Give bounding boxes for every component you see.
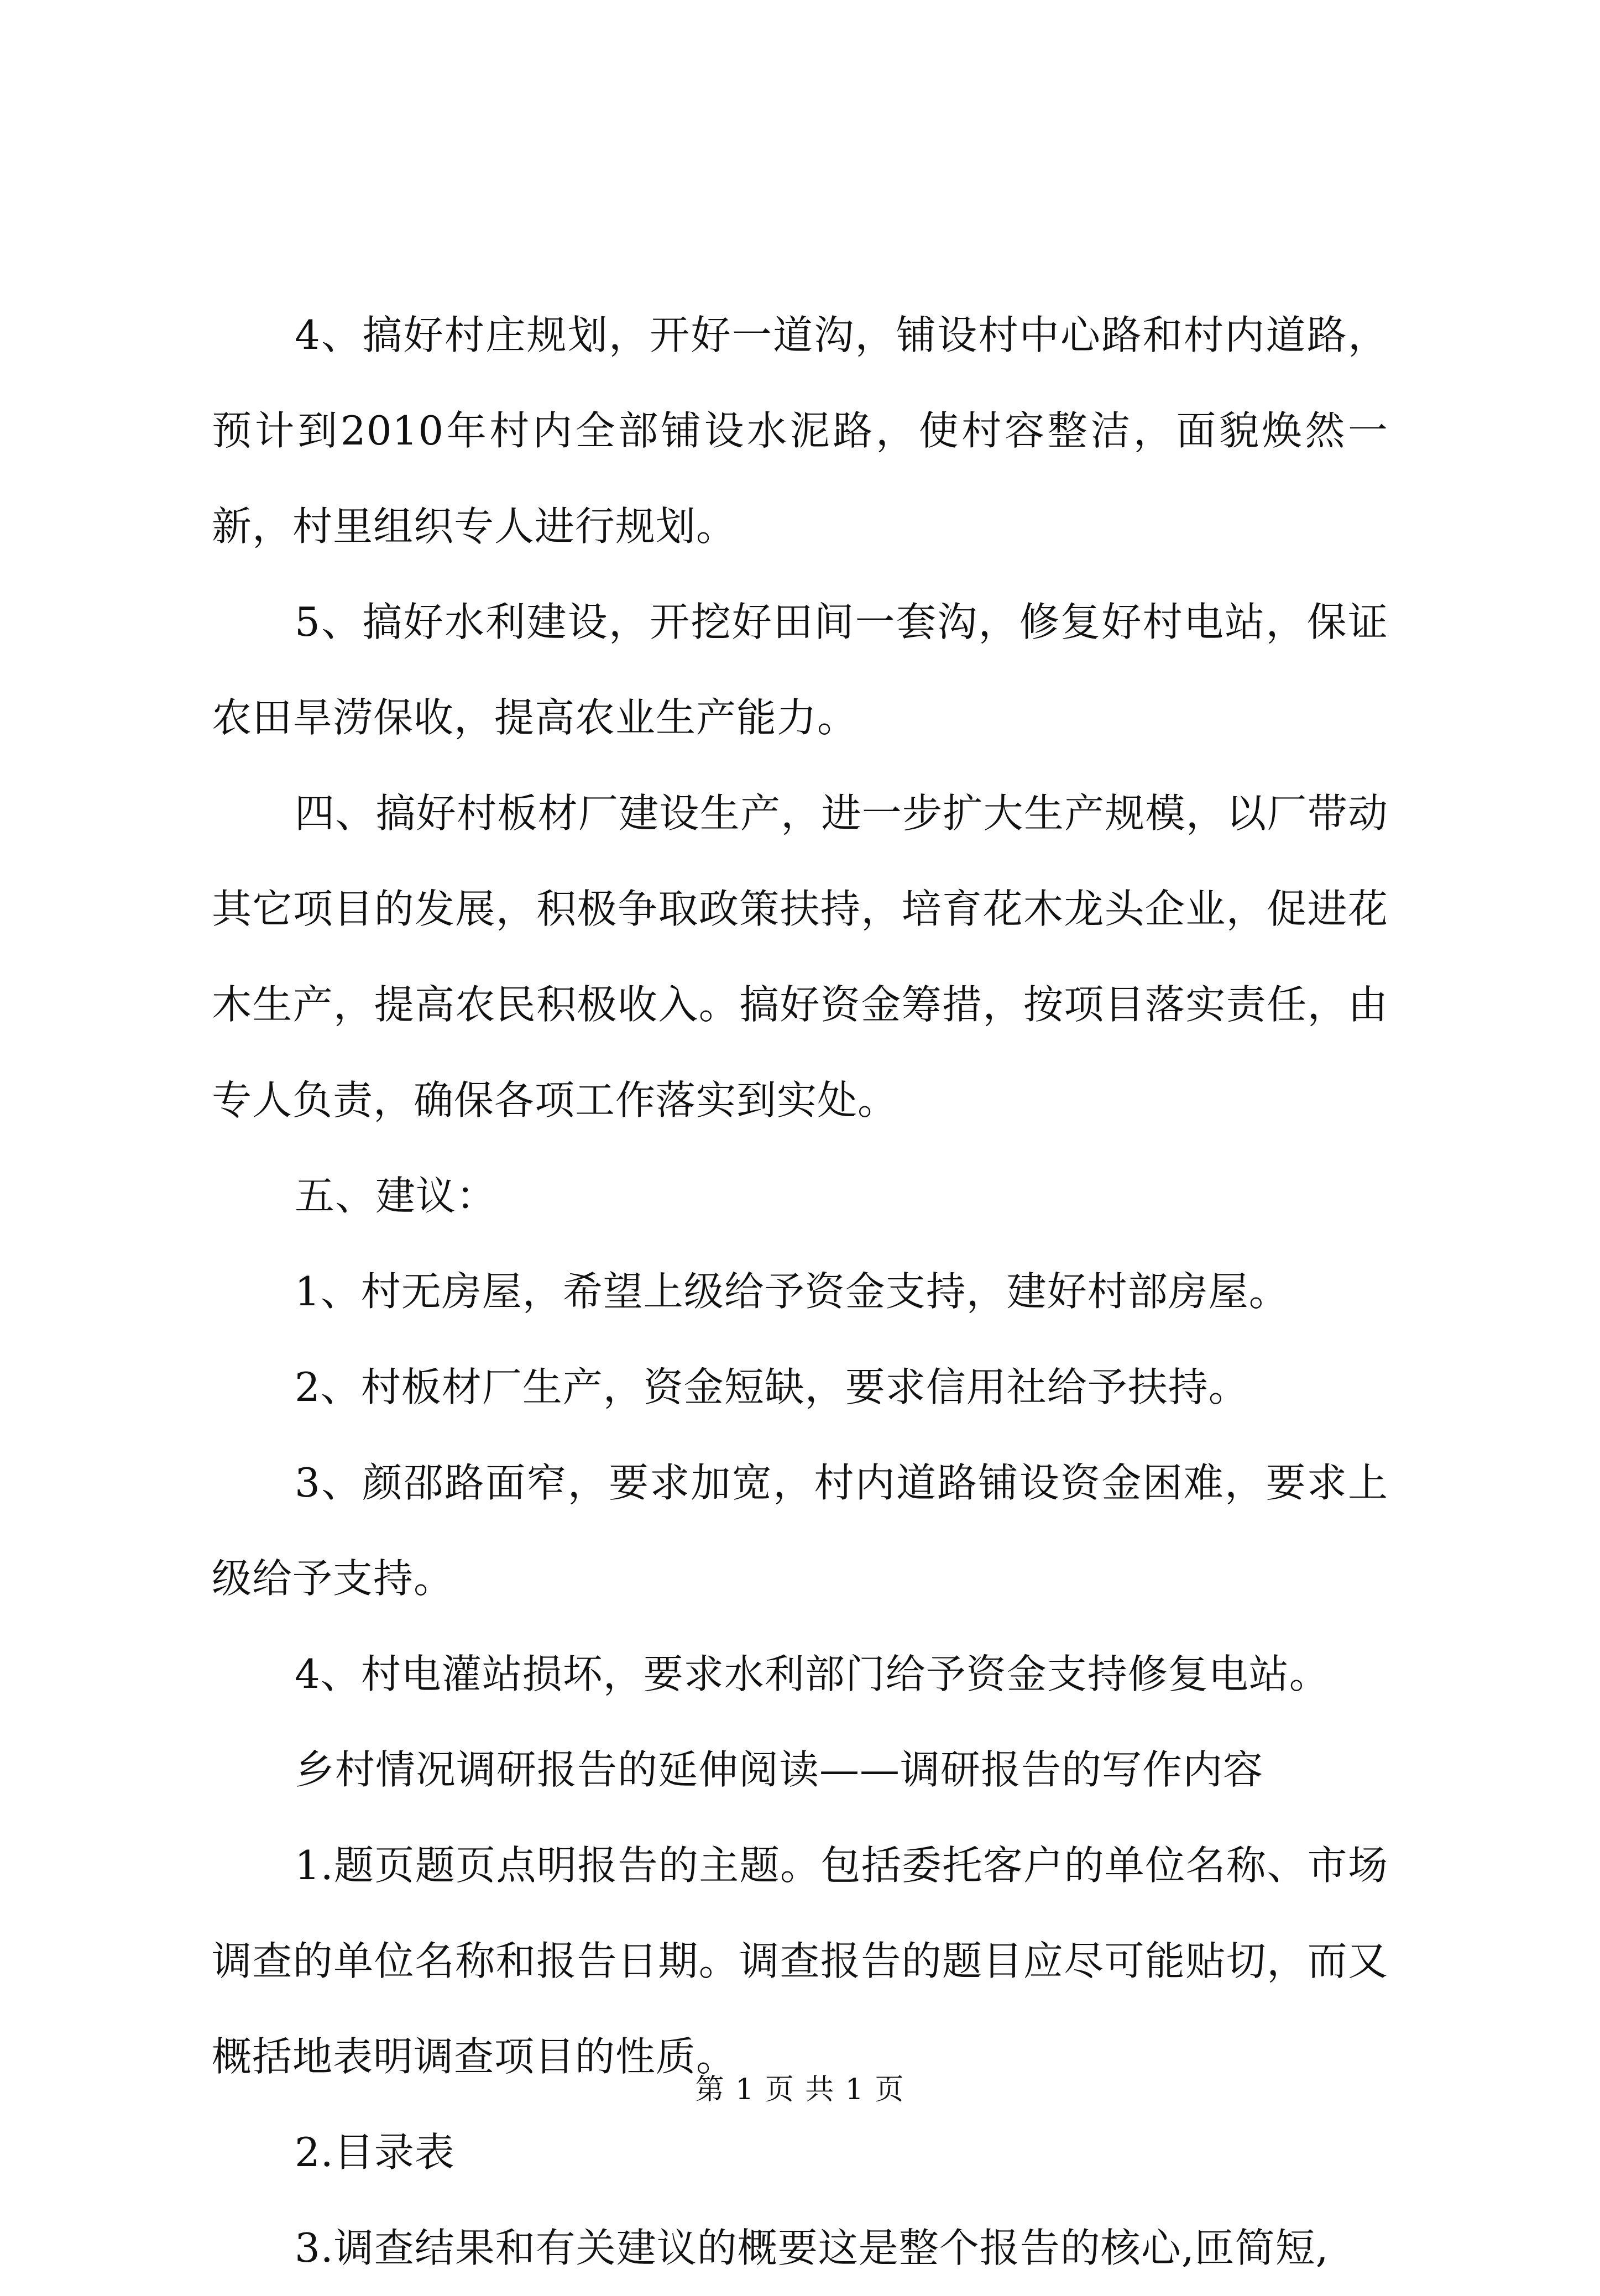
page-footer: 第 1 页 共 1 页 [695, 2073, 905, 2106]
document-body [212, 287, 1388, 2296]
suggestion-item-4: 4、村电灌站损坏，要求水利部门给予资金支持修复电站。 [295, 1651, 1330, 1697]
paragraph-item-4-planning: 4、搞好村庄规划，开好一道沟，铺设村中心路和村内道路，预计到2010年村内全部铺设水泥路，使村容整洁，面貌焕然一新，村里组织专人进行规划。 [212, 312, 1388, 550]
writing-content-item-2: 2.目录表 [295, 2129, 455, 2175]
section-heading-suggestions: 五、建议： [295, 1173, 497, 1219]
suggestion-item-1: 1、村无房屋，希望上级给予资金支持，建好村部房屋。 [295, 1268, 1289, 1315]
suggestion-item-2: 2、村板材厂生产，资金短缺，要求信用社给予扶持。 [295, 1364, 1249, 1410]
suggestion-item-3: 3、颜邵路面窄，要求加宽，村内道路铺设资金困难，要求上级给予支持。 [212, 1460, 1388, 1602]
paragraph-section-4-factory: 四、搞好村板材厂建设生产，进一步扩大生产规模，以厂带动其它项目的发展，积极争取政策扶持，培育花木龙头企业，促进花木生产，提高农民积极收入。搞好资金筹措，按项目落实责任，由专人负责，确保各项工作落实到实处。 [212, 790, 1388, 1123]
writing-content-item-1: 1.题页题页点明报告的主题。包括委托客户的单位名称、市场调查的单位名称和报告日期。调查报告的题目应尽可能贴切，而又概括地表明调查项目的性质。 [212, 1842, 1388, 2080]
writing-content-item-3: 3.调查结果和有关建议的概要这是整个报告的核心,匝简短, [295, 2225, 1329, 2271]
extended-reading-heading: 乡村情况调研报告的延伸阅读——调研报告的写作内容 [295, 1746, 1264, 1793]
paragraph-item-5-water: 5、搞好水利建设，开挖好田间一套沟，修复好村电站，保证农田旱涝保收，提高农业生产能力。 [212, 599, 1388, 741]
